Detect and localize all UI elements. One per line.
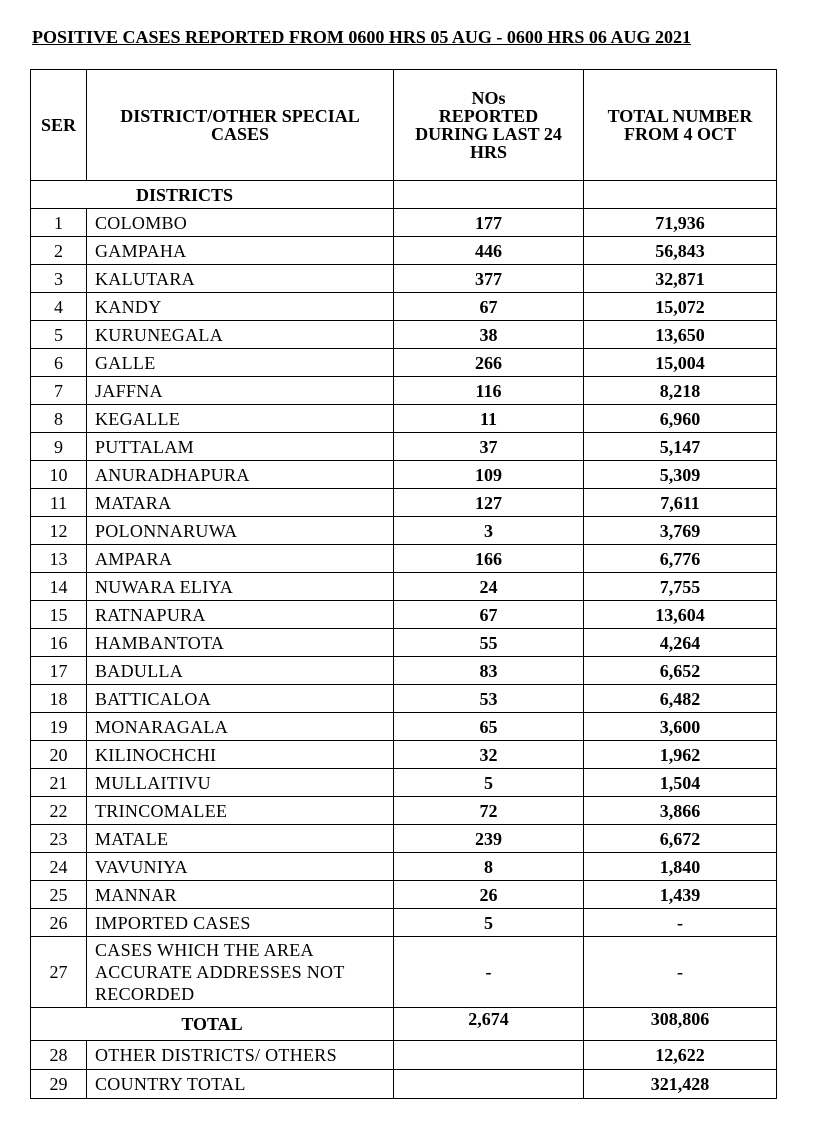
table-row — [31, 433, 777, 461]
table-row — [31, 349, 777, 377]
table-row — [31, 209, 777, 237]
row-last24: 72 — [394, 797, 584, 825]
row-last24: 377 — [394, 265, 584, 293]
row-total: 15,004 — [584, 349, 777, 377]
row-ser: 6 — [31, 349, 87, 377]
header-total — [584, 70, 777, 181]
row-ser: 26 — [31, 909, 87, 937]
table-header-row — [31, 70, 777, 181]
row-total: 71,936 — [584, 209, 777, 237]
row-district: MULLAITIVU — [87, 769, 394, 797]
row-last24: 55 — [394, 629, 584, 657]
header-reported-line3: DURING LAST 24 — [415, 124, 562, 144]
table-row — [31, 713, 777, 741]
header-total-line1: TOTAL NUMBER — [607, 106, 753, 126]
table-row — [31, 769, 777, 797]
row-ser: 22 — [31, 797, 87, 825]
row-district: COUNTRY TOTAL — [87, 1070, 394, 1099]
row-last24: 8 — [394, 853, 584, 881]
row-district — [87, 937, 394, 1008]
row-total: 8,218 — [584, 377, 777, 405]
row-total: 1,840 — [584, 853, 777, 881]
row-last24 — [394, 1070, 584, 1099]
row-district: NUWARA ELIYA — [87, 573, 394, 601]
row-ser: 3 — [31, 265, 87, 293]
total-cumulative: 308,806 — [584, 1008, 777, 1041]
row-last24: 116 — [394, 377, 584, 405]
row-last24: 38 — [394, 321, 584, 349]
row-ser: 18 — [31, 685, 87, 713]
row-total: 1,504 — [584, 769, 777, 797]
cases-table — [30, 69, 777, 1099]
header-district-line2: CASES — [210, 124, 270, 144]
row-district: KEGALLE — [87, 405, 394, 433]
row-total: 6,960 — [584, 405, 777, 433]
row27-name-line2: ACCURATE ADDRESSES NOT — [95, 962, 345, 982]
row-district: KALUTARA — [87, 265, 394, 293]
row27-name-line3: RECORDED — [95, 984, 195, 1004]
row-last24: 177 — [394, 209, 584, 237]
row-district: VAVUNIYA — [87, 853, 394, 881]
row-total: 6,672 — [584, 825, 777, 853]
row-last24: 67 — [394, 293, 584, 321]
row-district: MANNAR — [87, 881, 394, 909]
row-district: COLOMBO — [87, 209, 394, 237]
row-district: ANURADHAPURA — [87, 461, 394, 489]
row-last24: 67 — [394, 601, 584, 629]
row-total: - — [584, 909, 777, 937]
row-last24: 37 — [394, 433, 584, 461]
row-ser: 11 — [31, 489, 87, 517]
row-last24: 5 — [394, 769, 584, 797]
header-reported-line4: HRS — [469, 142, 507, 162]
row-ser: 27 — [31, 937, 87, 1008]
row-ser: 5 — [31, 321, 87, 349]
row-district: KURUNEGALA — [87, 321, 394, 349]
header-reported-line1: NOs — [471, 88, 506, 108]
row-total: 6,482 — [584, 685, 777, 713]
row-total: 321,428 — [584, 1070, 777, 1099]
row-ser: 16 — [31, 629, 87, 657]
header-reported-line2: REPORTED — [438, 106, 539, 126]
row-ser: 19 — [31, 713, 87, 741]
row-total: 32,871 — [584, 265, 777, 293]
table-row — [31, 909, 777, 937]
table-row — [31, 1041, 777, 1070]
row-last24: 166 — [394, 545, 584, 573]
row-last24: 127 — [394, 489, 584, 517]
row-total: 7,755 — [584, 573, 777, 601]
row-ser: 24 — [31, 853, 87, 881]
row-total: 1,962 — [584, 741, 777, 769]
row-district: AMPARA — [87, 545, 394, 573]
row-district: KANDY — [87, 293, 394, 321]
table-row — [31, 321, 777, 349]
row-ser: 25 — [31, 881, 87, 909]
row-district: PUTTALAM — [87, 433, 394, 461]
row-last24: 109 — [394, 461, 584, 489]
row-district: BATTICALOA — [87, 685, 394, 713]
row-district: IMPORTED CASES — [87, 909, 394, 937]
total-last24: 2,674 — [394, 1008, 584, 1041]
row-ser: 1 — [31, 209, 87, 237]
row27-name-line1: CASES WHICH THE AREA — [95, 940, 314, 960]
row-ser: 29 — [31, 1070, 87, 1099]
row-last24: 239 — [394, 825, 584, 853]
table-row — [31, 573, 777, 601]
table-row — [31, 405, 777, 433]
report-title: POSITIVE CASES REPORTED FROM 0600 HRS 05 AUG - 0600 HRS 06 AUG 2021 — [32, 27, 691, 47]
row-total: 6,776 — [584, 545, 777, 573]
table-row — [31, 741, 777, 769]
total-row — [31, 1008, 777, 1041]
row-ser: 9 — [31, 433, 87, 461]
row-total: 13,650 — [584, 321, 777, 349]
row-last24: 26 — [394, 881, 584, 909]
table-row — [31, 685, 777, 713]
row-last24: 24 — [394, 573, 584, 601]
table-row — [31, 489, 777, 517]
table-row — [31, 657, 777, 685]
table-row — [31, 601, 777, 629]
table-row — [31, 517, 777, 545]
row-last24: 11 — [394, 405, 584, 433]
row-last24 — [394, 1041, 584, 1070]
row-district: HAMBANTOTA — [87, 629, 394, 657]
row-ser: 15 — [31, 601, 87, 629]
table-row — [31, 461, 777, 489]
header-ser: SER — [31, 70, 87, 181]
row-district: RATNAPURA — [87, 601, 394, 629]
row-ser: 14 — [31, 573, 87, 601]
row-last24: 32 — [394, 741, 584, 769]
table-row — [31, 853, 777, 881]
row-district: MATARA — [87, 489, 394, 517]
row-ser: 28 — [31, 1041, 87, 1070]
table-row — [31, 881, 777, 909]
total-label: TOTAL — [31, 1008, 394, 1041]
row-last24: 53 — [394, 685, 584, 713]
row-last24: - — [394, 937, 584, 1008]
table-row — [31, 237, 777, 265]
row-total: 7,611 — [584, 489, 777, 517]
row-district: JAFFNA — [87, 377, 394, 405]
row-ser: 7 — [31, 377, 87, 405]
row-district: OTHER DISTRICTS/ OTHERS — [87, 1041, 394, 1070]
row-ser: 13 — [31, 545, 87, 573]
row-district: POLONNARUWA — [87, 517, 394, 545]
row-last24: 65 — [394, 713, 584, 741]
row-total: 1,439 — [584, 881, 777, 909]
row-total: 4,264 — [584, 629, 777, 657]
row-last24: 446 — [394, 237, 584, 265]
section-cell-empty — [584, 181, 777, 209]
row-ser: 2 — [31, 237, 87, 265]
header-district — [87, 70, 394, 181]
row-total: 6,652 — [584, 657, 777, 685]
row-ser: 8 — [31, 405, 87, 433]
table-row — [31, 545, 777, 573]
table-row — [31, 265, 777, 293]
row-ser: 20 — [31, 741, 87, 769]
row-district: MONARAGALA — [87, 713, 394, 741]
row-last24: 83 — [394, 657, 584, 685]
row-total: - — [584, 937, 777, 1008]
section-cell-empty — [394, 181, 584, 209]
row-ser: 17 — [31, 657, 87, 685]
section-districts-label: DISTRICTS — [31, 181, 394, 209]
table-row — [31, 629, 777, 657]
row-district: KILINOCHCHI — [87, 741, 394, 769]
row-total: 5,309 — [584, 461, 777, 489]
row-total: 3,600 — [584, 713, 777, 741]
row-ser: 10 — [31, 461, 87, 489]
row-last24: 5 — [394, 909, 584, 937]
section-districts-row — [31, 181, 777, 209]
row-ser: 12 — [31, 517, 87, 545]
table-row — [31, 1070, 777, 1099]
header-total-line2: FROM 4 OCT — [624, 124, 736, 144]
table-row — [31, 825, 777, 853]
header-reported — [394, 70, 584, 181]
header-district-line1: DISTRICT/OTHER SPECIAL — [120, 106, 360, 126]
row-district: TRINCOMALEE — [87, 797, 394, 825]
row-total: 5,147 — [584, 433, 777, 461]
row-district: GAMPAHA — [87, 237, 394, 265]
row-district: GALLE — [87, 349, 394, 377]
row-last24: 3 — [394, 517, 584, 545]
row-total: 15,072 — [584, 293, 777, 321]
row-last24: 266 — [394, 349, 584, 377]
table-row — [31, 937, 777, 1008]
row-district: BADULLA — [87, 657, 394, 685]
row-ser: 21 — [31, 769, 87, 797]
row-total: 3,769 — [584, 517, 777, 545]
row-ser: 23 — [31, 825, 87, 853]
row-total: 12,622 — [584, 1041, 777, 1070]
table-row — [31, 377, 777, 405]
row-total: 3,866 — [584, 797, 777, 825]
table-row — [31, 293, 777, 321]
row-total: 13,604 — [584, 601, 777, 629]
row-ser: 4 — [31, 293, 87, 321]
table-row — [31, 797, 777, 825]
row-district: MATALE — [87, 825, 394, 853]
row-total: 56,843 — [584, 237, 777, 265]
